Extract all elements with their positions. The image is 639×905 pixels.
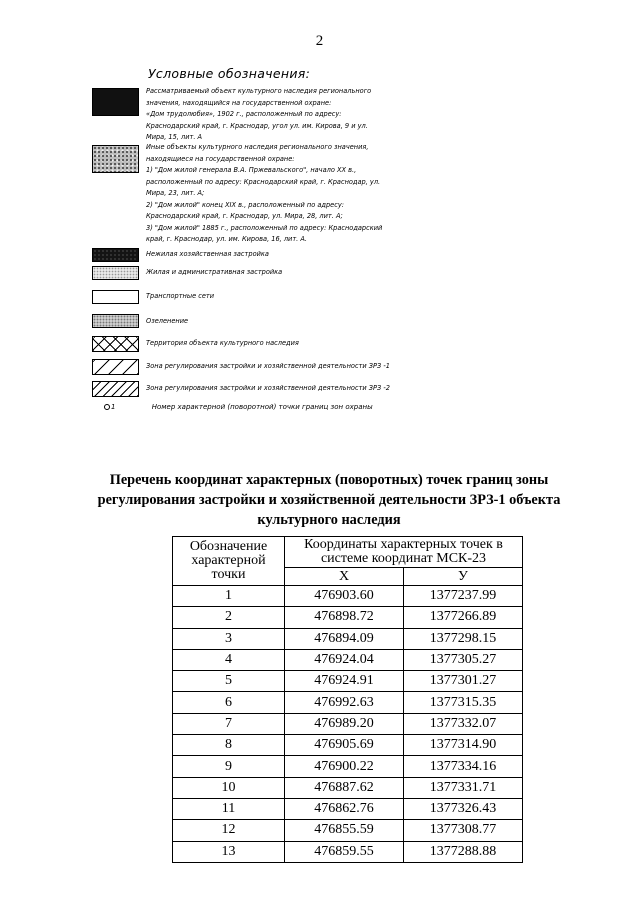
cell-x-coordinate: 476900.22 xyxy=(285,756,404,777)
cell-x-coordinate: 476898.72 xyxy=(285,607,404,628)
table-row xyxy=(173,735,523,756)
point-circle-icon xyxy=(104,404,110,410)
cell-x-coordinate: 476855.59 xyxy=(285,820,404,841)
table-row xyxy=(173,756,523,777)
table-row xyxy=(173,841,523,862)
cell-point-number: 10 xyxy=(173,777,285,798)
cell-x-coordinate: 476859.55 xyxy=(285,841,404,862)
legend-swatch-diagonal xyxy=(92,359,139,375)
legend-swatch-green xyxy=(92,314,139,328)
cell-point-number: 9 xyxy=(173,756,285,777)
table-row xyxy=(173,607,523,628)
legend-swatch-dark xyxy=(92,248,139,262)
cell-point-number: 4 xyxy=(173,649,285,670)
coordinates-table-body xyxy=(173,586,523,863)
cell-y-coordinate: 1377305.27 xyxy=(404,649,523,670)
cell-x-coordinate: 476992.63 xyxy=(285,692,404,713)
cell-point-number: 2 xyxy=(173,607,285,628)
cell-x-coordinate: 476989.20 xyxy=(285,713,404,734)
cell-point-number: 1 xyxy=(173,586,285,607)
legend-swatch-white xyxy=(92,290,139,304)
table-row xyxy=(173,692,523,713)
cell-point-number: 8 xyxy=(173,735,285,756)
legend-text: Территория объекта культурного наследия xyxy=(146,339,299,347)
cell-y-coordinate: 1377331.71 xyxy=(404,777,523,798)
legend-text: Зона регулирования застройки и хозяйственной деятельности ЗРЗ -2 xyxy=(146,384,390,392)
point-marker-text: Номер характерной (поворотной) точки границ зон охраны xyxy=(151,403,373,411)
cell-y-coordinate: 1377266.89 xyxy=(404,607,523,628)
table-row xyxy=(173,649,523,670)
cell-y-coordinate: 1377298.15 xyxy=(404,628,523,649)
legend-swatch-dots xyxy=(92,145,139,173)
cell-y-coordinate: 1377334.16 xyxy=(404,756,523,777)
legend-swatch-black xyxy=(92,88,139,116)
coordinates-table xyxy=(172,536,523,863)
cell-x-coordinate: 476924.91 xyxy=(285,671,404,692)
cell-point-number: 12 xyxy=(173,820,285,841)
table-row xyxy=(173,628,523,649)
table-row xyxy=(173,798,523,819)
coordinates-heading: Перечень координат характерных (поворотных) точек границ зоны регулирования застройки и хозяйственной деятельности ЗРЗ-1 объекта культурного наследия xyxy=(97,472,561,528)
table-row xyxy=(173,777,523,798)
legend-text: Зона регулирования застройки и хозяйственной деятельности ЗРЗ -1 xyxy=(146,362,390,370)
legend-text: Транспортные сети xyxy=(146,292,215,300)
cell-y-coordinate: 1377288.88 xyxy=(404,841,523,862)
cell-point-number: 3 xyxy=(173,628,285,649)
cell-point-number: 13 xyxy=(173,841,285,862)
cell-y-coordinate: 1377308.77 xyxy=(404,820,523,841)
cell-y-coordinate: 1377301.27 xyxy=(404,671,523,692)
table-row xyxy=(173,586,523,607)
col-point-header: Обозначение характерной точки xyxy=(173,537,285,586)
legend-text: Иные объекты культурного наследия регионального значения, находящиеся на государственной охране: 1) "Дом жилой генерала В.А. Пржевальского", начало XX в., расположенный по адресу: Краснодарский край, г. Краснодар, ул. Мира, 23, лит. А; 2) "Дом жилой" конец XIX в., расположенный по адресу: Краснодарский край, г. Краснодар, ул. Мира, 28, лит. А; 3) "Дом жилой" 1885 г., расположенный по адресу: Краснодарский край, г. Краснодар, ул. им. Кирова, 16, лит. А. xyxy=(146,143,383,243)
cell-point-number: 6 xyxy=(173,692,285,713)
cell-y-coordinate: 1377237.99 xyxy=(404,586,523,607)
table-row xyxy=(173,713,523,734)
legend-point-marker xyxy=(104,403,373,411)
legend-swatch-light xyxy=(92,266,139,280)
cell-x-coordinate: 476905.69 xyxy=(285,735,404,756)
page-number: 2 xyxy=(315,33,324,49)
point-marker-number: 1 xyxy=(111,403,116,411)
cell-y-coordinate: 1377326.43 xyxy=(404,798,523,819)
legend-text: Озеленение xyxy=(146,317,189,325)
cell-y-coordinate: 1377315.35 xyxy=(404,692,523,713)
cell-y-coordinate: 1377314.90 xyxy=(404,735,523,756)
cell-y-coordinate: 1377332.07 xyxy=(404,713,523,734)
cell-point-number: 11 xyxy=(173,798,285,819)
cell-point-number: 7 xyxy=(173,713,285,734)
cell-x-coordinate: 476903.60 xyxy=(285,586,404,607)
legend-text: Жилая и административная застройка xyxy=(146,268,283,276)
col-coords-group-header: Координаты характерных точек в системе координат МСК-23 xyxy=(285,537,523,568)
legend-title: Условные обозначения: xyxy=(148,66,311,81)
col-y-header: У xyxy=(404,568,523,586)
col-x-header: X xyxy=(285,568,404,586)
legend-text: Нежилая хозяйственная застройка xyxy=(146,250,269,258)
table-row xyxy=(173,820,523,841)
legend-text: Рассматриваемый объект культурного наследия регионального значения, находящийся на государственной охране: «Дом трудолюбия», 1902 г., расположенный по адресу: Краснодарский край, г. Краснодар, угол ул. им. Кирова, 9 и ул. Мира, 15, лит. А xyxy=(146,87,372,141)
cell-x-coordinate: 476862.76 xyxy=(285,798,404,819)
cell-point-number: 5 xyxy=(173,671,285,692)
cell-x-coordinate: 476924.04 xyxy=(285,649,404,670)
cell-x-coordinate: 476894.09 xyxy=(285,628,404,649)
legend-swatch-crosshatch xyxy=(92,336,139,352)
cell-x-coordinate: 476887.62 xyxy=(285,777,404,798)
table-row xyxy=(173,671,523,692)
legend-swatch-diagonal-dense xyxy=(92,381,139,397)
